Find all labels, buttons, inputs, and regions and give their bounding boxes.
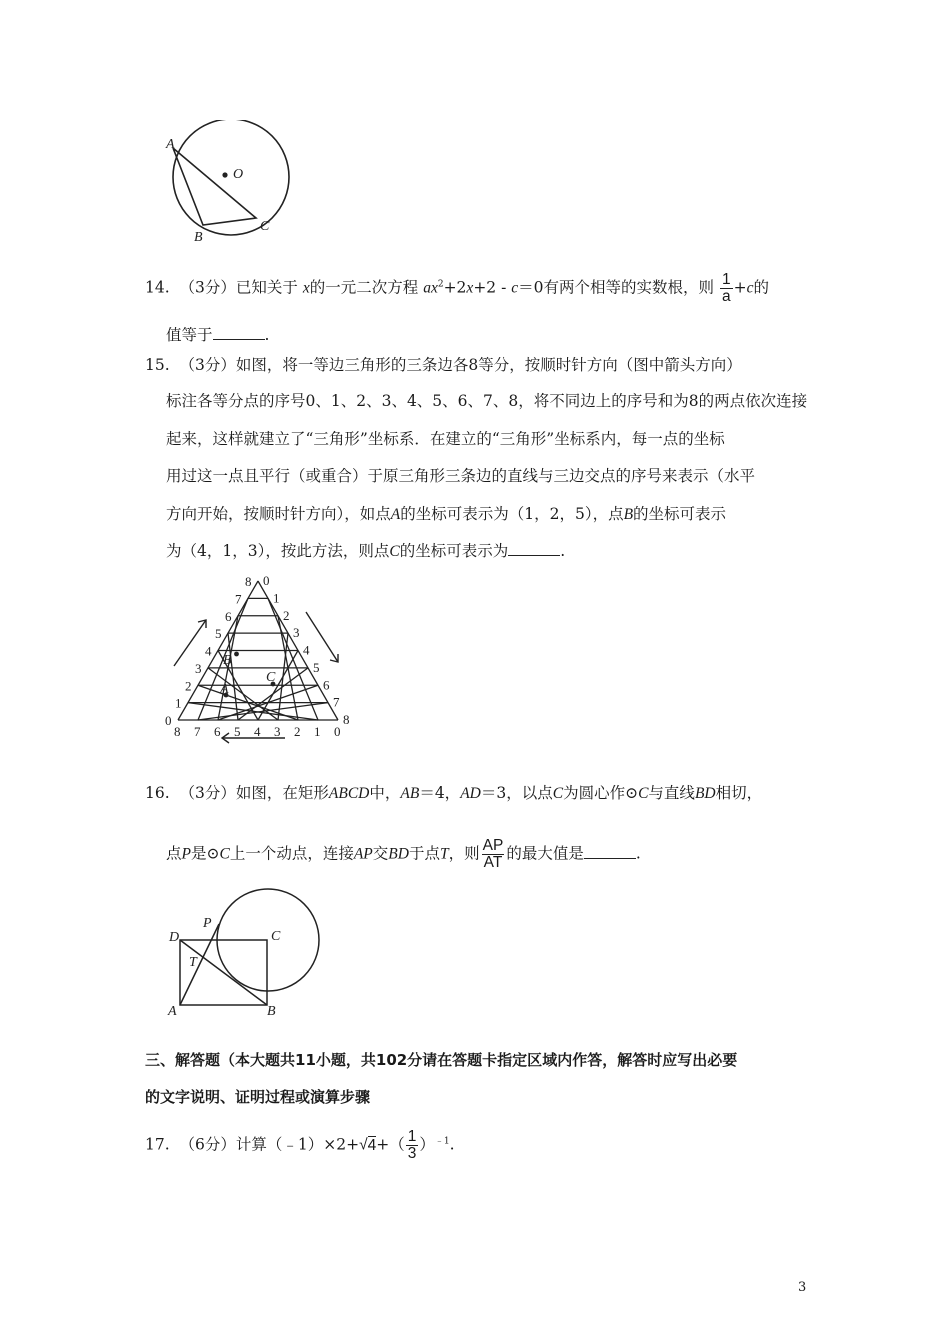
label-B: B	[267, 1004, 276, 1019]
right-side-number: 2	[283, 607, 290, 623]
arrow-right-side	[306, 612, 338, 662]
label-D: D	[169, 930, 180, 945]
bottom-side-number: 1	[314, 724, 321, 739]
bottom-side-number: 3	[274, 724, 281, 739]
section-3-heading-line-2: 的文字说明、证明过程或演算步骤	[145, 1088, 371, 1106]
right-side-number: 0	[263, 573, 270, 588]
answer-blank	[508, 541, 560, 556]
left-side-number: 0	[165, 713, 172, 728]
right-side-number: 8	[343, 712, 350, 727]
q15-line-1: 15. （3分）如图，将一等边三角形的三条边各8等分，按顺时针方向（图中箭头方向）	[145, 356, 742, 374]
label-P: P	[203, 916, 212, 931]
answer-blank	[213, 325, 265, 340]
label-A: A	[166, 137, 175, 152]
label-B: B	[194, 230, 203, 245]
label-A: A	[168, 1004, 177, 1019]
bottom-side-number: 6	[214, 724, 221, 739]
label-O: O	[233, 167, 244, 182]
q15-line-5: 方向开始，按顺时针方向），如点A的坐标可表示为（1，2，5），点B的坐标可表示	[166, 505, 727, 523]
section-3-heading-line-1: 三、解答题（本大题共11小题，共102分请在答题卡指定区域内作答，解答时应写出必要	[145, 1051, 738, 1069]
left-side-number: 7	[235, 591, 242, 607]
bottom-side-number: 0	[334, 724, 341, 739]
grid-line	[188, 703, 318, 720]
label-T: T	[189, 955, 197, 970]
q16-line-1: 16. （3分）如图，在矩形ABCD中，AB＝4，AD＝3，以点C为圆心作⊙C与直线BD相切，	[145, 784, 763, 802]
point-B	[234, 652, 239, 657]
triangle-coordinate-figure	[160, 568, 360, 748]
bottom-side-number: 2	[294, 724, 301, 739]
fraction-one-third: $\frac{1}{3}$	[407, 1128, 417, 1162]
bottom-side-number: 5	[234, 724, 241, 739]
left-side-number: 5	[215, 626, 222, 642]
right-side-number: 3	[293, 625, 300, 641]
rectangle-circle-figure	[160, 880, 330, 1025]
grid-line	[278, 633, 288, 720]
right-side-number: 1	[273, 590, 280, 606]
label-C: C	[266, 670, 276, 685]
circle-triangle-figure	[160, 120, 300, 250]
label-C: C	[271, 929, 281, 944]
q17-line: 17. （6分）计算（﹣1）×2+√4+（ $\frac{1}{3}$ ）$^{﹣1}$.	[145, 1128, 455, 1162]
q14-line-1: 14. （3分）已知关于 x的一元二次方程 $ax^2+2x+2 - c=0$有两个相等的实数根，则 $\frac{1}{a}$ +c的	[145, 271, 769, 305]
left-side-number: 1	[175, 695, 182, 711]
left-side-number: 8	[245, 574, 252, 589]
q15-line-2: 标注各等分点的序号0、1、2、3、4、5、6、7、8，将不同边上的序号和为8的两点依次连接	[166, 392, 808, 410]
label-C: C	[260, 219, 270, 234]
page-number: 3	[798, 1280, 807, 1295]
fraction-one-over-a: $\frac{1}{a}$	[721, 271, 731, 305]
q15-line-3: 起来，这样就建立了“三角形”坐标系．在建立的“三角形”坐标系内，每一点的坐标	[166, 430, 725, 448]
q16-line-2: 点P是⊙C上一个动点，连接AP交BD于点T，则 $\frac{AP}{AT}$ 的最大值是 .	[166, 837, 641, 871]
bottom-side-number: 7	[194, 724, 201, 739]
right-side-number: 4	[303, 642, 310, 658]
bottom-side-number: 4	[254, 724, 261, 739]
label-B: B	[223, 653, 232, 668]
q15-line-4: 用过这一点且平行（或重合）于原三角形三条边的直线与三边交点的序号来表示（水平	[166, 467, 756, 485]
sqrt-expression: √4	[359, 1136, 377, 1154]
label-A: A	[220, 682, 229, 697]
fraction-AP-over-AT: $\frac{AP}{AT}$	[482, 837, 504, 871]
bottom-side-number: 8	[174, 724, 181, 739]
arrow-left-side	[174, 620, 206, 666]
left-side-number: 4	[205, 643, 212, 659]
q15-line-6: 为（4，1，3），按此方法，则点C的坐标可表示为 .	[166, 542, 566, 560]
right-side-number: 6	[323, 677, 330, 693]
q14-line-2: 值等于 .	[166, 326, 270, 344]
left-side-number: 6	[225, 608, 232, 624]
right-side-number: 7	[333, 694, 340, 710]
left-side-number: 3	[195, 660, 202, 676]
answer-blank	[584, 844, 636, 859]
grid-line	[268, 598, 318, 720]
right-side-number: 5	[313, 659, 320, 675]
left-side-number: 2	[185, 678, 192, 694]
